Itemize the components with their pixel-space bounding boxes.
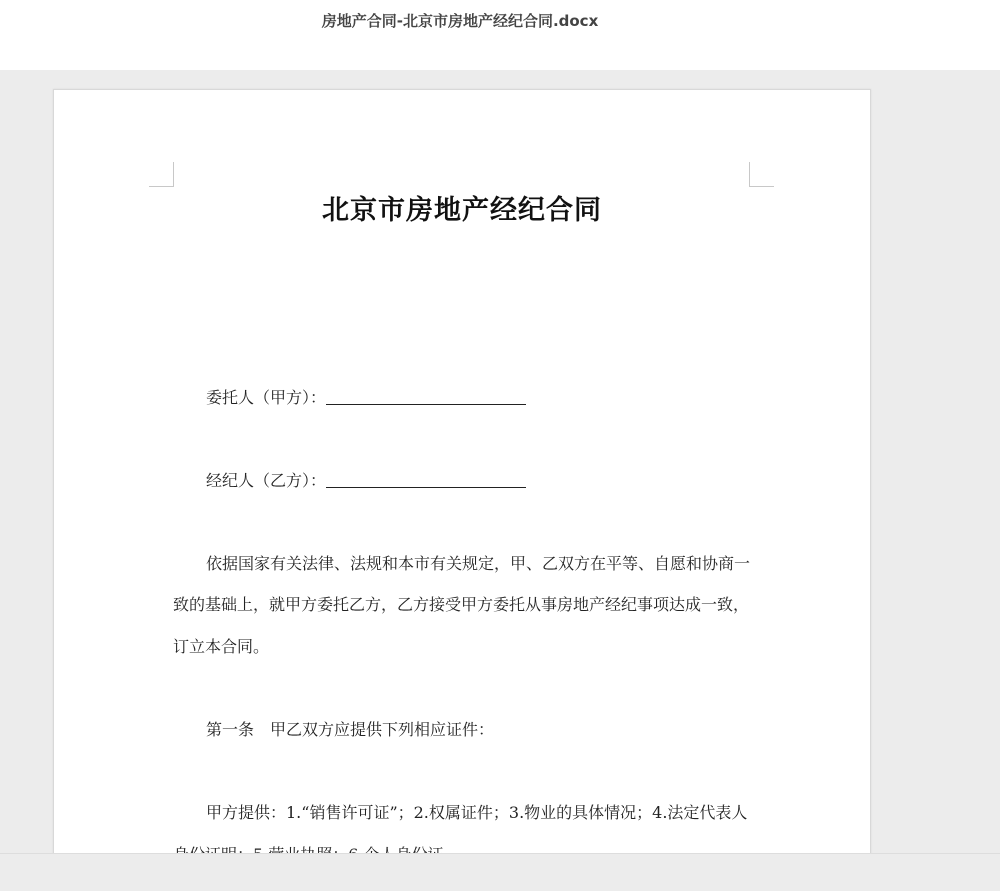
principal-label: 委托人（甲方）： [206,388,327,407]
margin-corner-top-right [749,162,774,187]
document-title: 北京市房地产经纪合同 [322,195,602,226]
title-bar [0,0,1000,70]
principal-line [173,388,806,408]
intro-line-1: 依据国家有关法律、法规和本市有关规定，甲、乙双方在平等、自愿和协商一 [206,554,751,573]
document-filename: 房地产合同-北京市房地产经纪合同.docx [321,12,599,30]
intro-line-3: 订立本合同。 [173,637,270,656]
margin-corner-top-left [149,162,174,187]
agent-label: 经纪人（乙方）： [206,471,327,490]
document-viewer[interactable] [0,70,1000,853]
principal-blank [326,388,526,405]
bottom-bar [0,853,1000,891]
intro-line-2: 致的基础上，就甲方委托乙方，乙方接受甲方委托从事房地产经纪事项达成一致， [173,595,750,614]
agent-blank [326,471,526,488]
party-a-docs-line-1: 甲方提供：1.“销售许可证”；2.权属证件；3.物业的具体情况；4.法定代表人 [206,803,748,822]
agent-line [173,471,806,491]
article-1-heading: 第一条 甲乙双方应提供下列相应证件： [206,720,495,739]
document-page [53,89,871,891]
